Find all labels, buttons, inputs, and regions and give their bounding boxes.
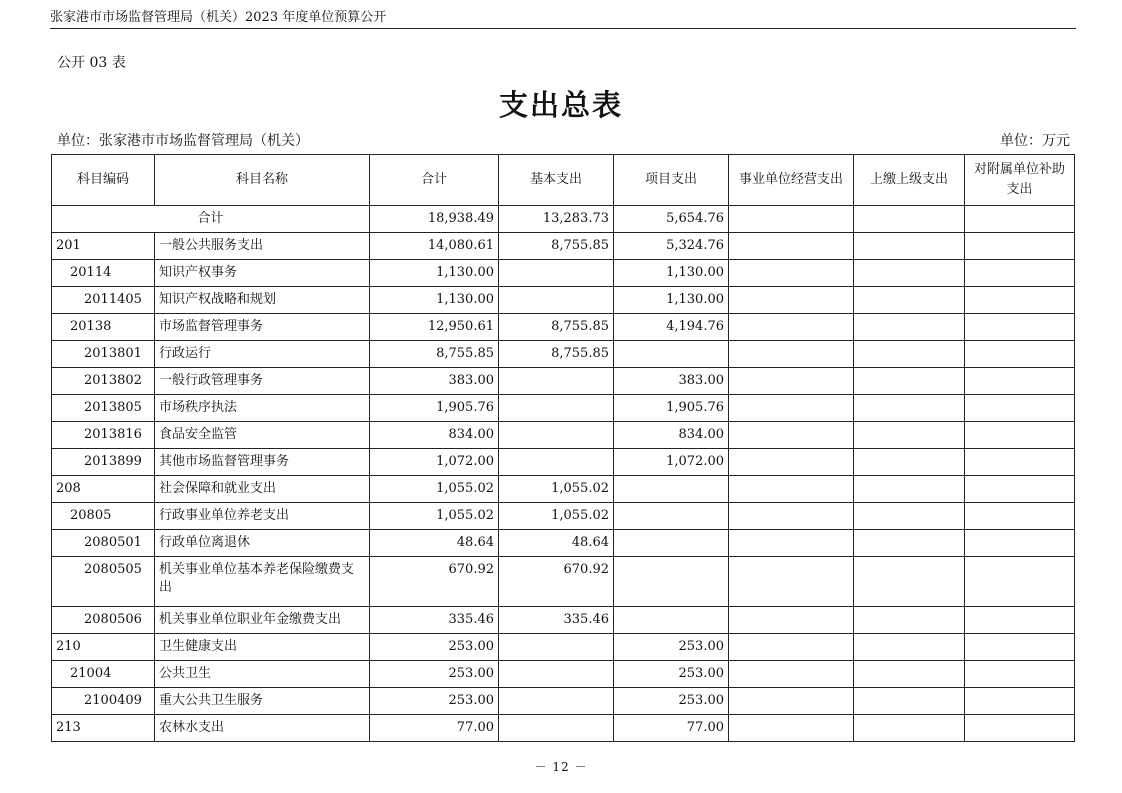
cell-subsidy bbox=[965, 368, 1075, 395]
cell-subsidy bbox=[965, 688, 1075, 715]
cell-total: 383.00 bbox=[370, 368, 499, 395]
cell-total: 253.00 bbox=[370, 661, 499, 688]
table-row bbox=[52, 607, 1075, 634]
cell-project: 253.00 bbox=[614, 634, 729, 661]
cell-upper bbox=[854, 449, 965, 476]
cell-total: 1,055.02 bbox=[370, 503, 499, 530]
total-total: 18,938.49 bbox=[370, 206, 499, 233]
cell-total: 834.00 bbox=[370, 422, 499, 449]
cell-code: 2100409 bbox=[52, 688, 155, 715]
cell-business bbox=[729, 233, 854, 260]
cell-project: 834.00 bbox=[614, 422, 729, 449]
cell-upper bbox=[854, 260, 965, 287]
cell-business bbox=[729, 607, 854, 634]
cell-basic bbox=[499, 634, 614, 661]
cell-basic bbox=[499, 260, 614, 287]
cell-name: 卫生健康支出 bbox=[155, 634, 370, 661]
table-row bbox=[52, 395, 1075, 422]
cell-upper bbox=[854, 233, 965, 260]
table-row bbox=[52, 715, 1075, 742]
expenditure-table bbox=[51, 154, 1075, 742]
cell-name: 市场秩序执法 bbox=[155, 395, 370, 422]
cell-code: 2013805 bbox=[52, 395, 155, 422]
cell-code: 2080506 bbox=[52, 607, 155, 634]
cell-total: 77.00 bbox=[370, 715, 499, 742]
cell-business bbox=[729, 503, 854, 530]
cell-code: 21004 bbox=[52, 661, 155, 688]
cell-basic bbox=[499, 422, 614, 449]
cell-project: 1,130.00 bbox=[614, 260, 729, 287]
cell-business bbox=[729, 368, 854, 395]
cell-basic bbox=[499, 715, 614, 742]
cell-code: 20114 bbox=[52, 260, 155, 287]
cell-project: 253.00 bbox=[614, 688, 729, 715]
cell-name: 农林水支出 bbox=[155, 715, 370, 742]
cell-name: 其他市场监督管理事务 bbox=[155, 449, 370, 476]
cell-upper bbox=[854, 368, 965, 395]
table-number: 公开 03 表 bbox=[57, 55, 126, 71]
cell-total: 253.00 bbox=[370, 634, 499, 661]
cell-project bbox=[614, 476, 729, 503]
cell-project bbox=[614, 530, 729, 557]
header-project: 项目支出 bbox=[614, 155, 729, 206]
cell-basic: 8,755.85 bbox=[499, 341, 614, 368]
cell-code: 2011405 bbox=[52, 287, 155, 314]
cell-code: 2080501 bbox=[52, 530, 155, 557]
page-title: 支出总表 bbox=[498, 88, 623, 122]
cell-total: 1,072.00 bbox=[370, 449, 499, 476]
cell-business bbox=[729, 314, 854, 341]
cell-name: 知识产权事务 bbox=[155, 260, 370, 287]
table-row bbox=[52, 422, 1075, 449]
cell-project: 5,324.76 bbox=[614, 233, 729, 260]
header-code: 科目编码 bbox=[52, 155, 155, 206]
cell-total: 8,755.85 bbox=[370, 341, 499, 368]
cell-upper bbox=[854, 287, 965, 314]
cell-code: 213 bbox=[52, 715, 155, 742]
cell-name: 机关事业单位职业年金缴费支出 bbox=[155, 607, 370, 634]
cell-project: 1,905.76 bbox=[614, 395, 729, 422]
cell-project: 4,194.76 bbox=[614, 314, 729, 341]
total-business bbox=[729, 206, 854, 233]
total-row bbox=[52, 206, 1075, 233]
cell-total: 1,905.76 bbox=[370, 395, 499, 422]
header-upper: 上缴上级支出 bbox=[854, 155, 965, 206]
cell-project bbox=[614, 341, 729, 368]
cell-basic bbox=[499, 661, 614, 688]
cell-code: 201 bbox=[52, 233, 155, 260]
table-row bbox=[52, 661, 1075, 688]
header-subsidy: 对附属单位补助支出 bbox=[965, 155, 1075, 206]
cell-upper bbox=[854, 715, 965, 742]
cell-business bbox=[729, 260, 854, 287]
cell-name: 社会保障和就业支出 bbox=[155, 476, 370, 503]
cell-project: 1,072.00 bbox=[614, 449, 729, 476]
cell-business bbox=[729, 557, 854, 607]
cell-business bbox=[729, 530, 854, 557]
cell-subsidy bbox=[965, 260, 1075, 287]
cell-upper bbox=[854, 503, 965, 530]
cell-total: 12,950.61 bbox=[370, 314, 499, 341]
page-number: － 12 － bbox=[534, 760, 588, 774]
table-row bbox=[52, 476, 1075, 503]
cell-total: 1,130.00 bbox=[370, 260, 499, 287]
cell-name: 行政运行 bbox=[155, 341, 370, 368]
cell-subsidy bbox=[965, 395, 1075, 422]
cell-code: 208 bbox=[52, 476, 155, 503]
cell-subsidy bbox=[965, 503, 1075, 530]
cell-total: 253.00 bbox=[370, 688, 499, 715]
cell-basic bbox=[499, 395, 614, 422]
cell-subsidy bbox=[965, 634, 1075, 661]
cell-total: 14,080.61 bbox=[370, 233, 499, 260]
table-row bbox=[52, 449, 1075, 476]
cell-total: 1,130.00 bbox=[370, 287, 499, 314]
table-row bbox=[52, 341, 1075, 368]
table-row bbox=[52, 634, 1075, 661]
cell-business bbox=[729, 422, 854, 449]
cell-code: 20805 bbox=[52, 503, 155, 530]
table-row bbox=[52, 287, 1075, 314]
cell-upper bbox=[854, 634, 965, 661]
header-name: 科目名称 bbox=[155, 155, 370, 206]
cell-total: 335.46 bbox=[370, 607, 499, 634]
total-upper bbox=[854, 206, 965, 233]
cell-name: 重大公共卫生服务 bbox=[155, 688, 370, 715]
cell-business bbox=[729, 395, 854, 422]
table-row bbox=[52, 368, 1075, 395]
cell-total: 1,055.02 bbox=[370, 476, 499, 503]
cell-upper bbox=[854, 607, 965, 634]
cell-upper bbox=[854, 341, 965, 368]
cell-code: 2013899 bbox=[52, 449, 155, 476]
cell-name: 行政单位离退休 bbox=[155, 530, 370, 557]
cell-subsidy bbox=[965, 661, 1075, 688]
cell-project: 77.00 bbox=[614, 715, 729, 742]
total-project: 5,654.76 bbox=[614, 206, 729, 233]
table-row bbox=[52, 688, 1075, 715]
header-total: 合计 bbox=[370, 155, 499, 206]
cell-basic: 1,055.02 bbox=[499, 476, 614, 503]
department-unit: 单位：张家港市市场监督管理局（机关） bbox=[57, 133, 309, 149]
cell-business bbox=[729, 715, 854, 742]
cell-basic: 48.64 bbox=[499, 530, 614, 557]
cell-subsidy bbox=[965, 314, 1075, 341]
cell-upper bbox=[854, 688, 965, 715]
cell-upper bbox=[854, 422, 965, 449]
cell-name: 一般行政管理事务 bbox=[155, 368, 370, 395]
cell-basic: 8,755.85 bbox=[499, 233, 614, 260]
cell-subsidy bbox=[965, 449, 1075, 476]
cell-business bbox=[729, 688, 854, 715]
cell-business bbox=[729, 634, 854, 661]
cell-subsidy bbox=[965, 233, 1075, 260]
currency-unit: 单位：万元 bbox=[1000, 133, 1070, 149]
cell-code: 210 bbox=[52, 634, 155, 661]
total-basic: 13,283.73 bbox=[499, 206, 614, 233]
cell-project bbox=[614, 607, 729, 634]
cell-total: 670.92 bbox=[370, 557, 499, 607]
table-row bbox=[52, 530, 1075, 557]
cell-project: 1,130.00 bbox=[614, 287, 729, 314]
cell-code: 2013801 bbox=[52, 341, 155, 368]
cell-project: 253.00 bbox=[614, 661, 729, 688]
cell-business bbox=[729, 341, 854, 368]
cell-total: 48.64 bbox=[370, 530, 499, 557]
cell-basic bbox=[499, 449, 614, 476]
cell-basic: 8,755.85 bbox=[499, 314, 614, 341]
cell-name: 一般公共服务支出 bbox=[155, 233, 370, 260]
cell-business bbox=[729, 449, 854, 476]
cell-code: 2013816 bbox=[52, 422, 155, 449]
cell-name: 食品安全监管 bbox=[155, 422, 370, 449]
cell-subsidy bbox=[965, 422, 1075, 449]
cell-upper bbox=[854, 395, 965, 422]
cell-name: 行政事业单位养老支出 bbox=[155, 503, 370, 530]
cell-business bbox=[729, 287, 854, 314]
cell-project bbox=[614, 503, 729, 530]
cell-code: 2013802 bbox=[52, 368, 155, 395]
cell-basic: 335.46 bbox=[499, 607, 614, 634]
cell-subsidy bbox=[965, 530, 1075, 557]
table-row bbox=[52, 314, 1075, 341]
total-subsidy bbox=[965, 206, 1075, 233]
cell-basic: 1,055.02 bbox=[499, 503, 614, 530]
cell-upper bbox=[854, 661, 965, 688]
cell-code: 20138 bbox=[52, 314, 155, 341]
running-head: 张家港市市场监督管理局（机关）2023 年度单位预算公开 bbox=[50, 8, 1076, 29]
cell-name: 机关事业单位基本养老保险缴费支出 bbox=[155, 557, 370, 607]
total-label: 合计 bbox=[52, 206, 370, 233]
cell-basic bbox=[499, 688, 614, 715]
table-header-row bbox=[52, 155, 1075, 206]
header-basic: 基本支出 bbox=[499, 155, 614, 206]
cell-business bbox=[729, 476, 854, 503]
table-row bbox=[52, 503, 1075, 530]
cell-name: 公共卫生 bbox=[155, 661, 370, 688]
table-row bbox=[52, 557, 1075, 607]
cell-subsidy bbox=[965, 557, 1075, 607]
cell-subsidy bbox=[965, 476, 1075, 503]
cell-project: 383.00 bbox=[614, 368, 729, 395]
cell-basic bbox=[499, 287, 614, 314]
cell-subsidy bbox=[965, 607, 1075, 634]
cell-code: 2080505 bbox=[52, 557, 155, 607]
cell-name: 知识产权战略和规划 bbox=[155, 287, 370, 314]
table-row bbox=[52, 260, 1075, 287]
cell-basic bbox=[499, 368, 614, 395]
cell-subsidy bbox=[965, 715, 1075, 742]
cell-name: 市场监督管理事务 bbox=[155, 314, 370, 341]
cell-upper bbox=[854, 314, 965, 341]
cell-basic: 670.92 bbox=[499, 557, 614, 607]
table-row bbox=[52, 233, 1075, 260]
cell-project bbox=[614, 557, 729, 607]
cell-upper bbox=[854, 530, 965, 557]
cell-upper bbox=[854, 557, 965, 607]
cell-business bbox=[729, 661, 854, 688]
cell-subsidy bbox=[965, 287, 1075, 314]
cell-upper bbox=[854, 476, 965, 503]
cell-subsidy bbox=[965, 341, 1075, 368]
header-business: 事业单位经营支出 bbox=[729, 155, 854, 206]
